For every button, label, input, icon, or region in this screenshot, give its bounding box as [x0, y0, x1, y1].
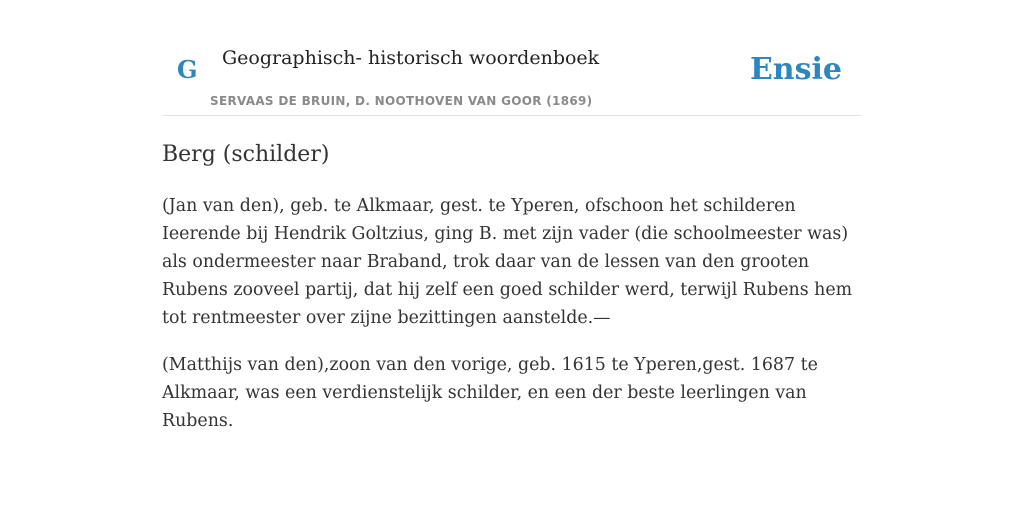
entry-body	[162, 192, 872, 454]
page-container	[162, 0, 862, 512]
book-header	[162, 0, 862, 116]
entry-title: Berg (schilder)	[162, 142, 330, 167]
book-title[interactable]: Geographisch- historisch woordenboek	[222, 47, 600, 69]
book-authors: SERVAAS DE BRUIN, D. NOOTHOVEN VAN GOOR (1869)	[210, 94, 593, 108]
book-logo-letter[interactable]: G	[177, 55, 198, 84]
ensie-logo[interactable]: Ensie	[749, 52, 842, 87]
entry-paragraph: (Matthijs van den),zoon van den vorige, geb. 1615 te Yperen,gest. 1687 te Alkmaar, was een verdienstelijk schilder, en een der beste leerlingen van Rubens.	[162, 355, 818, 431]
entry-paragraph: (Jan van den), geb. te Alkmaar, gest. te Yperen, ofschoon het schilderen Ieerende bij Hendrik Goltzius, ging B. met zijn vader (die schoolmeester was) als ondermeester naar Braband, trok daar van de lessen van den grooten Rubens zooveel partij, dat hij zelf een goed schilder werd, terwijl Rubens hem tot rentmeester over zijne bezittingen aanstelde.—	[162, 196, 853, 328]
